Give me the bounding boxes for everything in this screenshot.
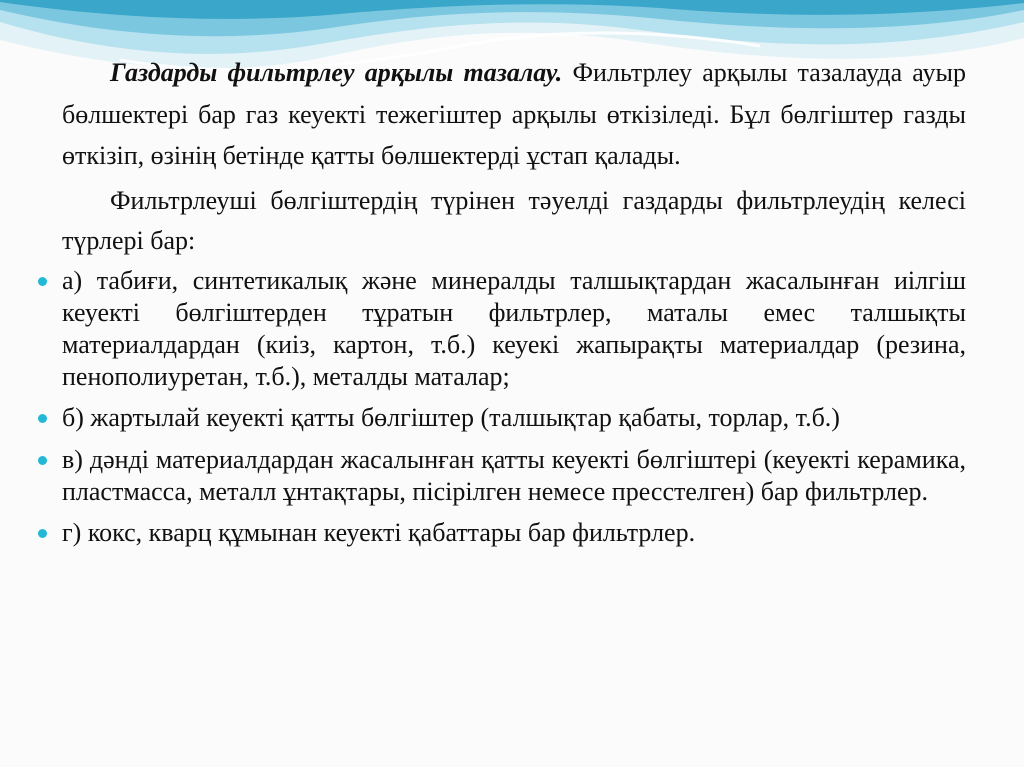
list-item	[34, 402, 966, 434]
intro-text: Фильтрлеу арқылы тазалауда ауыр бөлшектері бар газ кеуекті тежегіштер арқылы өткізіледі. Бұл бөлгіштер газды өткізіп, өзінің бетінде қатты бөлшектерді ұстап қалады.	[62, 58, 967, 171]
list-item	[34, 444, 966, 507]
bullet-dot-icon	[38, 414, 47, 423]
bullet-dot-icon	[38, 456, 47, 465]
list-item-text: б) жартылай кеуекті қатты бөлгіштер (талшықтар қабаты, торлар, т.б.)	[62, 403, 840, 433]
slide-body	[62, 52, 966, 559]
list-item	[34, 265, 966, 392]
bullet-dot-icon	[38, 529, 47, 538]
second-paragraph: Фильтрлеуші бөлгіштердің түрінен тәуелді газдарды фильтрлеудің келесі түрлері бар:	[62, 185, 966, 256]
list-item	[34, 517, 966, 549]
list-item-text: а) табиғи, синтетикалық және минералды талшықтардан жасалынған иілгіш кеуекті бөлгіштерден тұратын фильтрлер, маталы емес талшықты материалдардан (киіз, картон, т.б.) кеуекі жапырақты материалдар (резина, пенополиуретан, т.б.), металды маталар;	[62, 266, 966, 391]
list-item-text: г) кокс, кварц құмынан кеуекті қабаттары бар фильтрлер.	[62, 518, 696, 548]
list-item-text: в) дәнді материалдардан жасалынған қатты кеуекті бөлгіштері (кеуекті керамика, пластмасса, металл ұнтақтары, пісірілген немесе пресстелген) бар фильтрлер.	[62, 444, 966, 506]
bullet-dot-icon	[38, 277, 47, 286]
filter-types-list	[62, 265, 966, 549]
intro-lead: Газдарды фильтрлеу арқылы тазалау.	[110, 58, 563, 87]
intro-paragraph	[62, 52, 966, 177]
